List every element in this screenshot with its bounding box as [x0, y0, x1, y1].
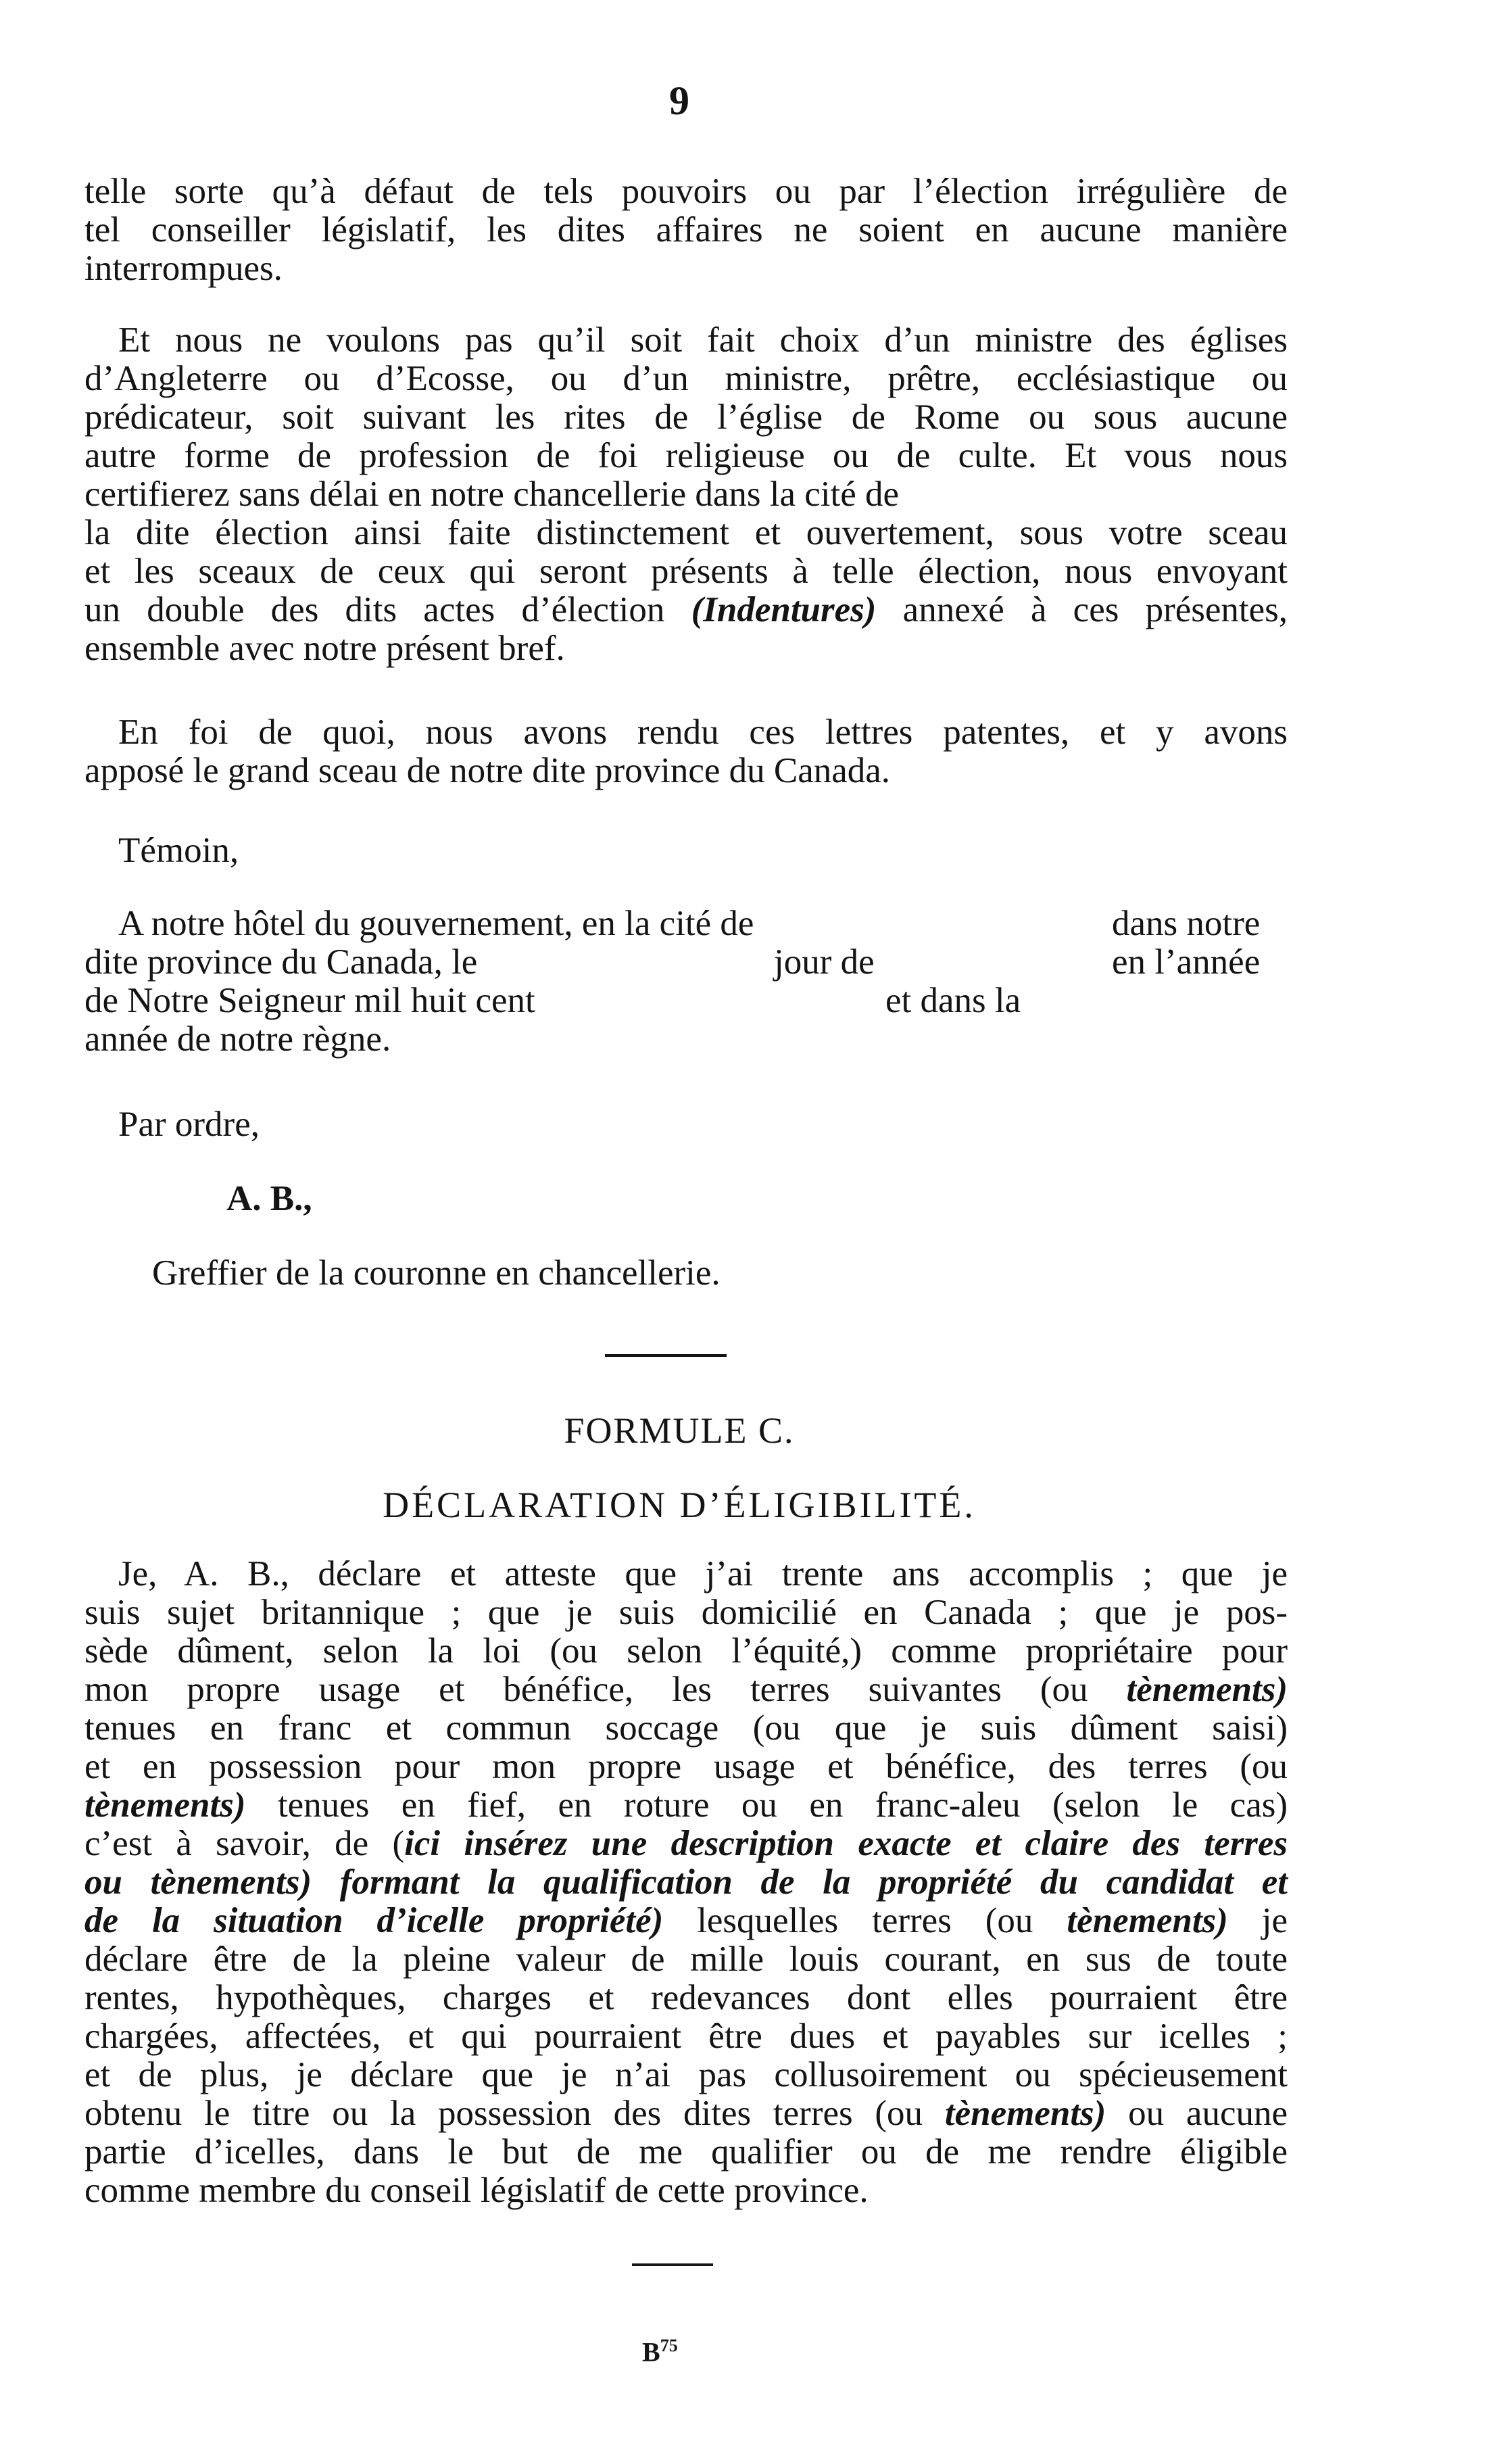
- text-segment: mon propre usage et bénéfice, les terres suivantes (ou: [84, 1670, 1088, 1709]
- italic-term: tènements): [1126, 1670, 1288, 1709]
- italic-term: ici insérez une description exacte et claire des terres: [404, 1824, 1288, 1863]
- date-block: [84, 905, 1288, 1059]
- text-line: autre forme de profession de foi religieuse ou de culte. Et vous nous: [84, 436, 1288, 475]
- page-number: 9: [669, 78, 689, 123]
- date-row: [84, 1020, 1288, 1059]
- formule-subtitle: DÉCLARATION D’ÉLIGIBILITÉ.: [383, 1485, 976, 1525]
- text-line: [84, 2094, 1288, 2133]
- date-row: [84, 943, 1288, 982]
- italic-term: tènements): [944, 2094, 1106, 2133]
- text-segment: c’est à savoir, de (: [84, 1824, 405, 1863]
- date-row: [84, 905, 1288, 943]
- text-line: Et nous ne voulons pas qu’il soit fait choix d’un ministre des églises: [118, 320, 1288, 360]
- date-text: dite province du Canada, le: [84, 942, 478, 982]
- italic-term: tènements): [84, 1785, 246, 1825]
- text-line: partie d’icelles, dans le but de me qualifier ou de me rendre éligible: [84, 2132, 1288, 2171]
- bottom-divider: [632, 2263, 713, 2266]
- signature-number: 75: [660, 2336, 678, 2355]
- italic-term: tènements): [1067, 1901, 1228, 1940]
- text-segment: annexé à ces présentes,: [902, 590, 1288, 629]
- par-ordre-label: Par ordre,: [118, 1105, 260, 1144]
- text-line: telle sorte qu’à défaut de tels pouvoirs ou par l’élection irrégulière de: [84, 172, 1288, 211]
- text-line: [84, 1863, 1288, 1902]
- date-text: dans notre: [1112, 904, 1261, 943]
- text-line: et de plus, je déclare que je n’ai pas collusoirement ou spécieusement: [84, 2055, 1288, 2094]
- date-text: et dans la: [885, 981, 1021, 1020]
- date-text: jour de: [774, 942, 875, 982]
- text-line: comme membre du conseil législatif de cette province.: [84, 2171, 869, 2210]
- text-line: la dite élection ainsi faite distinctement et ouvertement, sous votre sceau: [84, 513, 1288, 552]
- italic-term: ou tènements) formant la qualification de la propriété du candidat et: [84, 1863, 1288, 1902]
- formule-title: FORMULE C.: [564, 1410, 795, 1451]
- text-segment: lesquelles terres (ou: [697, 1901, 1033, 1940]
- text-line: [84, 1671, 1288, 1709]
- text-line: et les sceaux de ceux qui seront présents à telle élection, nous envoyant: [84, 552, 1288, 591]
- text-line: tel conseiller législatif, les dites affaires ne soient en aucune manière: [84, 210, 1288, 249]
- text-line: En foi de quoi, nous avons rendu ces lettres patentes, et y avons: [118, 713, 1288, 752]
- italic-term: (Indentures): [691, 590, 877, 629]
- text-segment: tenues en fief, en roture ou en franc-aleu (selon le cas): [277, 1785, 1288, 1825]
- temoin-label: Témoin,: [118, 831, 239, 870]
- greffier-title: Greffier de la couronne en chancellerie.: [152, 1253, 721, 1293]
- text-line: chargées, affectées, et qui pourraient être dues et payables sur icelles ;: [84, 2017, 1288, 2056]
- italic-term: de la situation d’icelle propriété): [84, 1901, 664, 1940]
- text-line: déclare être de la pleine valeur de mille louis courant, en sus de toute: [84, 1940, 1288, 1979]
- text-segment: ou aucune: [1128, 2094, 1288, 2133]
- text-line: interrompues.: [84, 249, 283, 288]
- text-line: apposé le grand sceau de notre dite province du Canada.: [84, 751, 891, 790]
- signature-mark: [642, 2336, 678, 2368]
- text-line: sède dûment, selon la loi (ou selon l’équité,) comme propriétaire pour: [84, 1631, 1288, 1671]
- signature-initials: A. B.,: [226, 1179, 312, 1218]
- text-line: suis sujet britannique ; que je suis domicilié en Canada ; que je pos-: [84, 1593, 1288, 1632]
- text-segment: un double des dits actes d’élection: [84, 590, 665, 629]
- signature-letter: B: [642, 2336, 660, 2368]
- declaration-paragraph: [84, 1555, 1288, 2210]
- text-line: tenues en franc et commun soccage (ou que je suis dûment saisi): [84, 1708, 1288, 1748]
- text-line: [84, 1825, 1288, 1863]
- text-line: Je, A. B., déclare et atteste que j’ai trente ans accomplis ; que je: [118, 1554, 1288, 1593]
- date-text: de Notre Seigneur mil huit cent: [84, 981, 535, 1020]
- paragraph-continuation: [84, 172, 1288, 288]
- date-row: [84, 982, 1288, 1020]
- date-text: année de notre règne.: [84, 1019, 391, 1059]
- text-line: certifierez sans délai en notre chancellerie dans la cité de: [84, 475, 900, 514]
- text-line: rentes, hypothèques, charges et redevances dont elles pourraient être: [84, 1978, 1288, 2017]
- text-line: d’Angleterre ou d’Ecosse, ou d’un ministre, prêtre, ecclésiastique ou: [84, 359, 1288, 398]
- text-line: [84, 1786, 1288, 1825]
- date-text: en l’année: [1112, 942, 1261, 982]
- text-line: [84, 591, 1288, 629]
- section-divider: [605, 1354, 727, 1357]
- text-line: prédicateur, soit suivant les rites de l’église de Rome ou sous aucune: [84, 398, 1288, 437]
- text-segment: je: [1261, 1901, 1288, 1940]
- text-line: et en possession pour mon propre usage et bénéfice, des terres (ou: [84, 1747, 1288, 1786]
- date-text: A notre hôtel du gouvernement, en la cité de: [118, 904, 754, 943]
- paragraph-en-foi: [84, 713, 1288, 790]
- paragraph-clergy-exclusion: [84, 321, 1288, 668]
- text-line: [84, 1902, 1288, 1940]
- text-segment: obtenu le titre ou la possession des dites terres (ou: [84, 2094, 923, 2133]
- text-line: ensemble avec notre présent bref.: [84, 629, 565, 668]
